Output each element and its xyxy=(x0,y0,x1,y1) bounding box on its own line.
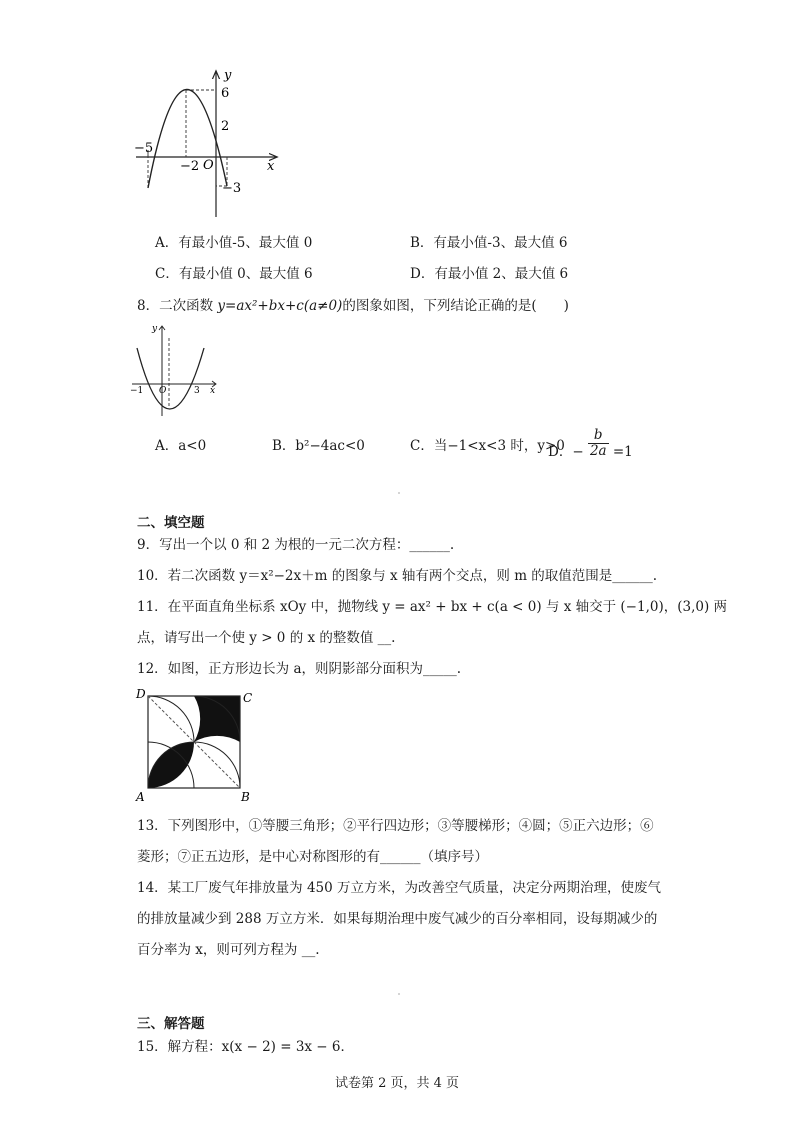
question-11-line2: 点，请写出一个使 y > 0 的 x 的整数值 __. xyxy=(137,630,396,646)
question-13-line1: 13．下列图形中，①等腰三角形；②平行四边形；③等腰梯形；④圆；⑤正六边形；⑥ xyxy=(137,818,654,834)
q8-option-c[interactable]: C．当−1<x<3 时，y>0 xyxy=(410,438,565,454)
q8-x-label: x xyxy=(210,386,216,396)
q8-option-a[interactable]: A．a<0 xyxy=(155,438,207,454)
q7-y-label: y xyxy=(224,68,232,83)
q7-origin: O xyxy=(203,158,214,173)
q7-tick-6: 6 xyxy=(221,86,230,101)
q7-tick-neg5: −5 xyxy=(134,141,154,156)
q8-d-fraction xyxy=(588,428,609,459)
q7-option-c[interactable]: C．有最小值 0、最大值 6 xyxy=(155,266,313,282)
q8-d-numerator: b xyxy=(588,428,609,444)
question-11-line1: 11．在平面直角坐标系 xOy 中，抛物线 y = ax² + bx + c(a < 0) 与 x 轴交于 (−1,0)，(3,0) 两 xyxy=(137,599,728,615)
q8-formula: y=ax²+bx+c(a≠0) xyxy=(217,298,343,314)
q8-option-b[interactable]: B．b²−4ac<0 xyxy=(272,438,365,454)
question-14-line2: 的排放量减少到 288 万立方米．如果每期治理中废气减少的百分率相同，设每期减少的 xyxy=(137,911,658,927)
q8-y-label: y xyxy=(152,324,158,334)
q7-x-label: x xyxy=(267,159,275,174)
q12-square-figure xyxy=(130,686,260,806)
section-2-title: 二、填空题 xyxy=(137,515,205,531)
q8-stem xyxy=(137,297,569,315)
q7-option-a[interactable]: A．有最小值-5、最大值 0 xyxy=(155,235,313,251)
question-10: 10．若二次函数 y＝x²−2x＋m 的图象与 x 轴有两个交点，则 m 的取值范围是______. xyxy=(137,568,658,584)
section-3-title: 三、解答题 xyxy=(137,1016,205,1032)
q7-option-b[interactable]: B．有最小值-3、最大值 6 xyxy=(410,235,568,251)
question-14-line3: 百分率为 x，则可列方程为 __. xyxy=(137,942,320,958)
q8-d-denominator: 2a xyxy=(589,443,607,459)
q12-label-d: D xyxy=(136,687,146,701)
q8-tick-neg1: −1 xyxy=(130,386,144,396)
question-9: 9．写出一个以 0 和 2 为根的一元二次方程：______. xyxy=(137,537,455,553)
q12-label-a: A xyxy=(136,790,145,804)
q8-text: 的图象如图，下列结论正确的是( ) xyxy=(342,298,569,314)
question-12: 12．如图，正方形边长为 a，则阴影部分面积为_____. xyxy=(137,661,462,677)
q7-tick-neg2: −2 xyxy=(180,159,200,174)
question-14-line1: 14．某工厂废气年排放量为 450 万立方米，为改善空气质量，决定分两期治理，使废气 xyxy=(137,880,662,896)
q7-tick-2: 2 xyxy=(221,119,230,134)
q8-d-suffix: =1 xyxy=(612,444,633,460)
q8-d-prefix: D．− xyxy=(548,444,584,460)
q12-label-b: B xyxy=(241,790,250,804)
q7-tick-neg3: −3 xyxy=(222,181,242,196)
q8-number: 8．二次函数 xyxy=(137,298,218,314)
q7-parabola-figure xyxy=(128,62,288,224)
q8-parabola-figure xyxy=(128,320,222,420)
page-footer: 试卷第 2 页，共 4 页 xyxy=(334,1076,460,1091)
q8-origin: O xyxy=(159,386,167,396)
question-13-line2: 菱形；⑦正五边形，是中心对称图形的有______（填序号） xyxy=(137,849,488,865)
q12-label-c: C xyxy=(243,691,253,705)
q8-tick-3: 3 xyxy=(194,386,200,396)
q8-parabola-curve xyxy=(137,348,204,409)
q7-option-d[interactable]: D．有最小值 2、最大值 6 xyxy=(410,266,569,282)
q8-option-d[interactable] xyxy=(548,428,633,464)
question-15: 15．解方程：x(x − 2) = 3x − 6． xyxy=(137,1039,355,1055)
